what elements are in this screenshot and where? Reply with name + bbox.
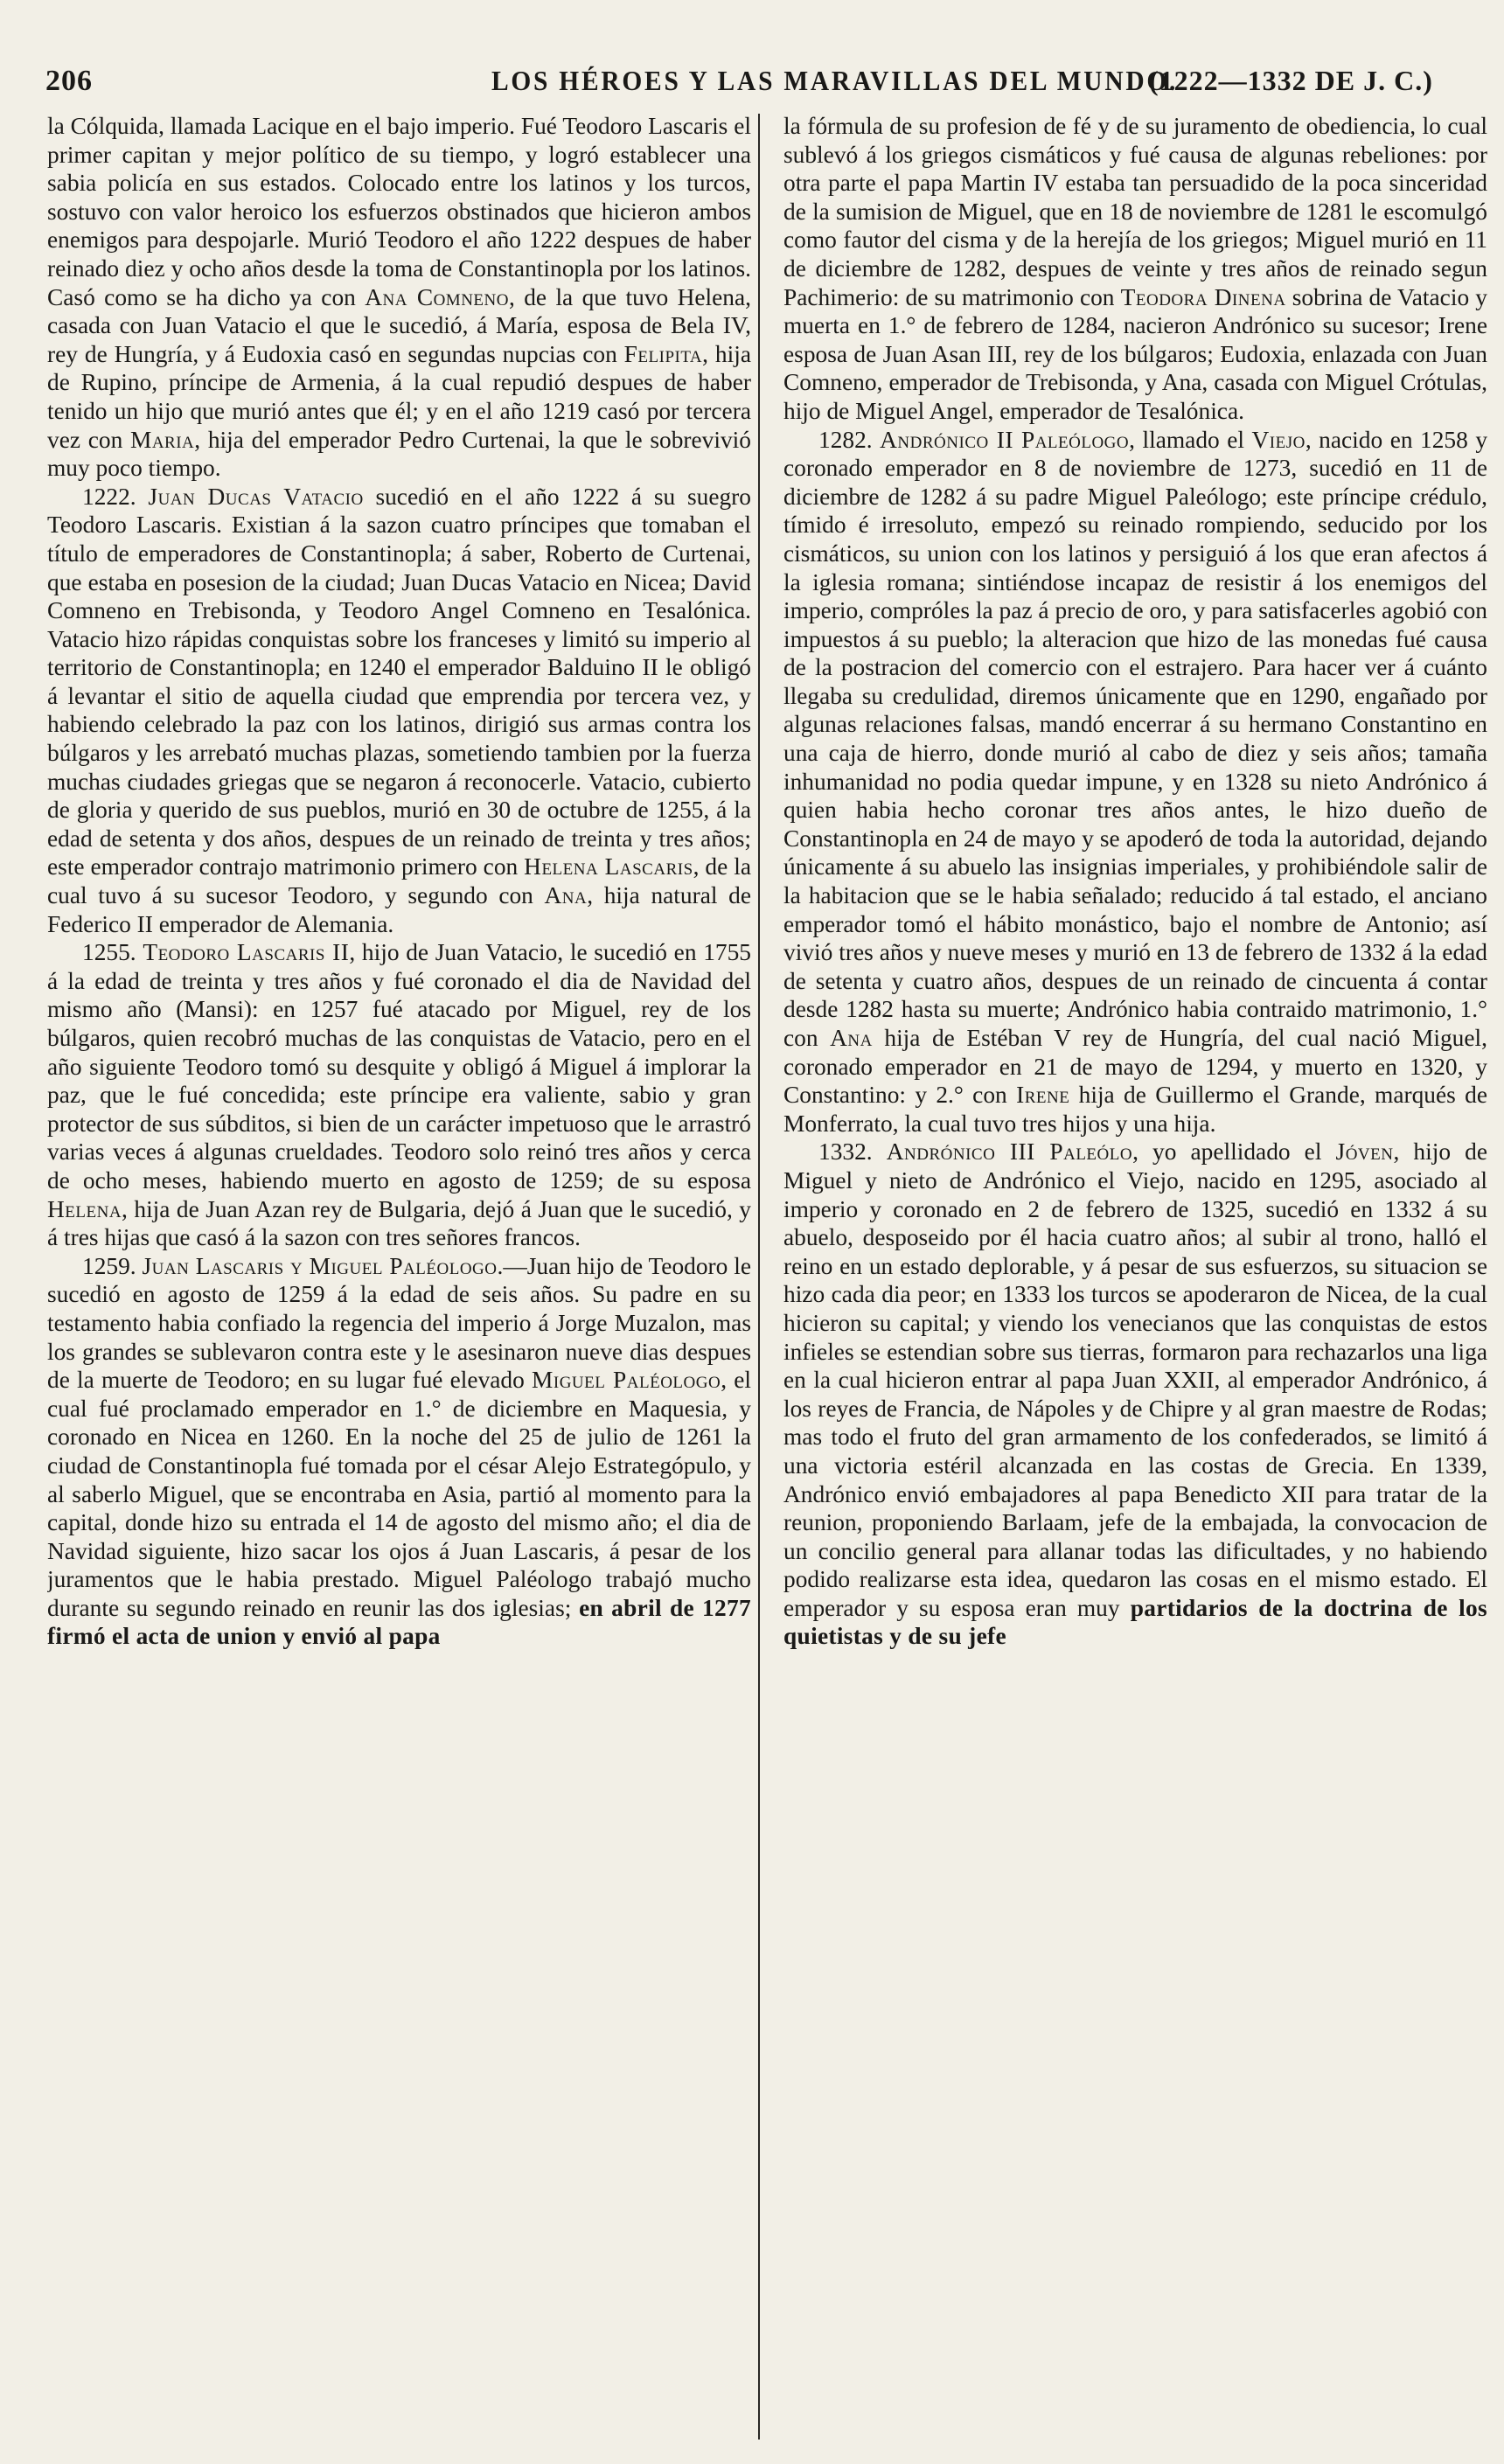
paragraph-1282: 1282. Andrónico II Paleólogo, llamado el Viejo, nacido en 1258 y coronado emperador en 8 de noviembre de 1273, sucedió en 11 de diciembre de 1282 á su padre Miguel Paleólogo; este príncipe crédulo, tímido é irresoluto, empezó su reinado rompiendo, seducido por los cismáticos, su union con los latinos y persiguió á los que eran afectos á la iglesia romana; sintiéndose incapaz de resistir á los enemigos del imperio, compróles la paz á precio de oro, y para satisfacerles agobió con impuestos á su pueblo; la alteracion que hizo de las monedas fué causa de la postracion del comercio con el estrajero. Para hacer ver á cuánto llegaba su credulidad, diremos únicamente que en 1290, engañado por algunas relaciones falsas, mandó encerrar á su hermano Constantino en una caja de hierro, donde murió al cabo de diez y seis años; tamaña inhumanidad no podia quedar impune, y en 1328 su nieto Andrónico á quien habia hecho coronar tres años antes, le hizo dueño de Constantinopla en 24 de mayo y se apoderó de toda la autoridad, dejando únicamente á su abuelo las insignias imperiales, y prohibiéndole salir de la habitacion que se le habia señalado; reducido á tal estado, el anciano emperador tomó el hábito monástico, bajo el nombre de Antonio; así vivió tres años y nueve meses y murió en 13 de febrero de 1332 á la edad de setenta y cuatro años, despues de un reinado de cincuenta á contar desde 1282 hasta su muerte; Andrónico habia contraido matrimonio, 1.° con Ana hija de Estéban V rey de Hungría, del cual nació Miguel, coronado emperador en 21 de mayo de 1294, y muerto en 1320, y Constantino: y 2.° con Irene hija de Guillermo el Grande, marqués de Monferrato, la cual tuvo tres hijos y una hija. [783, 426, 1487, 1137]
name-ana: Ana [544, 882, 588, 909]
name-juan-lascaris-miguel: Juan Lascaris y Miguel Paléologo [142, 1252, 498, 1279]
year-marker: 1255. [82, 939, 136, 966]
name-teodora-dinena: Teodora Dinena [1120, 283, 1286, 310]
name-joven: Jóven [1335, 1138, 1394, 1166]
name-helena-lascaris: Helena Lascaris [524, 853, 693, 880]
name-teodoro-lascaris-ii: Teodoro Lascaris II [143, 939, 350, 966]
name-irene: Irene [1016, 1082, 1070, 1109]
name-andronico-iii: Andrónico III Paleólo [886, 1138, 1133, 1166]
right-column [783, 112, 1487, 2447]
bold-tail-line: partidarios de la doctrina de los quietistas y de su jefe [783, 1594, 1487, 1650]
name-ana: Ana [830, 1025, 873, 1051]
name-andronico-ii: Andrónico II Paleólogo [880, 426, 1130, 453]
bold-tail-line: en abril de 1277 firmó el acta de union y envió al papa [47, 1594, 751, 1650]
running-title: LOS HÉROES Y LAS MARAVILLAS DEL MUNDO. [491, 65, 1179, 96]
paragraph-1259: 1259. Juan Lascaris y Miguel Paléologo.—Juan hijo de Teodoro le sucedió en agosto de 1259 á la edad de seis años. Su padre en su testamento habia confiado la regencia del imperio á Jorge Muzalon, mas los grandes se sublevaron contra este y le asesinaron nueve dias despues de la muerte de Teodoro; en su lugar fué elevado Miguel Paléologo, el cual fué proclamado emperador en 1.° de diciembre en Maquesia, y coronado en Nicea en 1260. En la noche del 25 de julio de 1261 la ciudad de Constantinopla fué tomada por el césar Alejo Estrategópulo, y al saberlo Miguel, que se encontraba en Asia, partió al momento para la capital, donde hizo su entrada el 14 de agosto del mismo año; el dia de Navidad siguiente, hizo sacar los ojos á Juan Lascaris, á pesar de los juramentos que le habia prestado. Miguel Paléologo trabajó mucho durante su segundo reinado en reunir las dos iglesias; en abril de 1277 firmó el acta de union y envió al papa [47, 1252, 751, 1650]
running-header [45, 65, 1471, 105]
year-marker: 1282. [818, 426, 873, 453]
paragraph-1332: 1332. Andrónico III Paleólo, yo apellidado el Jóven, hijo de Miguel y nieto de Andrónico el Viejo, nacido en 1295, asociado al imperio y coronado en 2 de febrero de 1325, sucedió en 1332 á su abuelo, desposeido por él hacia cuatro años; al subir al trono, halló el reino en un estado deplorable, y á pesar de sus esfuerzos, su situacion se hizo cada dia peor; en 1333 los turcos se apoderaron de Nicea, de la cual hicieron su capital; y viendo los venecianos que las conquistas de estos infieles se estendian sobre sus tierras, formaron para rechazarlos una liga en la cual hicieron entrar al papa Juan XXII, al emperador Andrónico, á los reyes de Francia, de Nápoles y de Chipre y al gran maestre de Rodas; mas todo el fruto del gran armamento de los confederados, se limitó á una victoria estéril alcanzada en las costas de Grecia. En 1339, Andrónico envió embajadores al papa Benedicto XII para tratar de la reunion, proponiendo Barlaam, jefe de la embajada, la convocacion de un concilio general para allanar todas las dificultades, y no habiendo podido realizarse esta idea, quedaron las cosas en el mismo estado. El emperador y su esposa eran muy partidarios de la doctrina de los quietistas y de su jefe [783, 1138, 1487, 1650]
paragraph-1255: 1255. Teodoro Lascaris II, hijo de Juan Vatacio, le sucedió en 1755 á la edad de treinta y tres años y fué coronado el dia de Navidad del mismo año (Mansi): en 1257 fué atacado por Miguel, rey de los búlgaros, quien recobró muchas de las conquistas de Vatacio, pero en el año siguiente Teodoro tomó su desquite y obligó á Miguel á implorar la paz, que le fué concedida; este príncipe era valiente, sabio y gran protector de sus súbditos, si bien de un carácter impetuoso que le arrastró varias veces á algunas crueldades. Teodoro solo reinó tres años y cerca de ocho meses, habiendo muerto en agosto de 1259; de su esposa Helena, hija de Juan Azan rey de Bulgaria, dejó á Juan que le sucedió, y á tres hijas que casó á la sazon con tres señores francos. [47, 939, 751, 1251]
left-column [47, 112, 751, 2447]
paragraph-1222: 1222. Juan Ducas Vatacio sucedió en el año 1222 á su suegro Teodoro Lascaris. Existian á la sazon cuatro príncipes que tomaban el título de emperadores de Constantinopla; á saber, Roberto de Curtenai, que estaba en posesion de la ciudad; Juan Ducas Vatacio en Nicea; David Comneno en Trebisonda, y Teodoro Angel Comneno en Tesalónica. Vatacio hizo rápidas conquistas sobre los franceses y limitó su imperio al territorio de Constantinopla; en 1240 el emperador Balduino II le obligó á levantar el sitio de aquella ciudad que emprendia por tercera vez, y habiendo celebrado la paz con los latinos, dirigió sus armas contra los búlgaros y les arrebató muchas plazas, sometiendo tambien por la fuerza muchas ciudades griegas que se negaron á reconocerle. Vatacio, cubierto de gloria y querido de sus pueblos, murió en 30 de octubre de 1255, á la edad de setenta y dos años, despues de un reinado de treinta y tres años; este emperador contrajo matrimonio primero con Helena Lascaris, de la cual tuvo á su sucesor Teodoro, y segundo con Ana, hija natural de Federico II emperador de Alemania. [47, 483, 751, 937]
name-ana-comneno: Ana Comneno [365, 283, 509, 310]
name-felipita: Felipita [623, 340, 703, 367]
year-marker: 1259. [82, 1252, 136, 1279]
name-viejo: Viejo [1251, 426, 1306, 453]
name-maria: Maria [129, 426, 195, 453]
year-marker: 1332. [818, 1138, 873, 1166]
paragraph-miguel-cont: la fórmula de su profesion de fé y de su juramento de obediencia, lo cual sublevó á los griegos cismáticos y fué causa de algunas rebeliones: por otra parte el papa Martin IV estaba tan persuadido de la poca sinceridad de la sumision de Miguel, que en 18 de noviembre de 1281 le escomulgó como fautor del cisma y de la herejía de los griegos; Miguel murió en 11 de diciembre de 1282, despues de veinte y tres años de reinado segun Pachimerio: de su matrimonio con Teodora Dinena sobrina de Vatacio y muerta en 1.° de febrero de 1284, nacieron Andrónico su sucesor; Irene esposa de Juan Asan III, rey de los búlgaros; Eudoxia, enlazada con Juan Comneno, emperador de Trebisonda, y Ana, casada con Miguel Crótulas, hijo de Miguel Angel, emperador de Tesalónica. [783, 113, 1487, 424]
year-marker: 1222. [82, 483, 136, 510]
name-miguel-paleologo: Miguel Paléologo [532, 1367, 721, 1394]
name-helena: Helena [47, 1195, 122, 1222]
name-juan-ducas-vatacio: Juan Ducas Vatacio [148, 483, 364, 510]
paragraph-theodore-lascaris: la Cólquida, llamada Lacique en el bajo imperio. Fué Teodoro Lascaris el primer capitan y mejor político de su tiempo, y logró establecer una sabia policía en sus estados. Colocado entre los latinos y los turcos, sostuvo con valor heroico los esfuerzos obstinados que hicieron ambos enemigos para despojarle. Murió Teodoro el año 1222 despues de haber reinado diez y ocho años desde la toma de Constantinopla por los latinos. Casó como se ha dicho ya con Ana Comneno, de la que tuvo Helena, casada con Juan Vatacio el que le sucedió, á María, esposa de Bela IV, rey de Hungría, y á Eudoxia casó en segundas nupcias con Felipita, hija de Rupino, príncipe de Armenia, á la cual repudió despues de haber tenido un hijo que murió antes que él; y en el año 1219 casó por tercera vez con Maria, hija del emperador Pedro Curtenai, la que le sobrevivió muy poco tiempo. [47, 113, 751, 482]
date-range: (1222—1332 DE J. C.) [1149, 65, 1433, 96]
page-number: 206 [45, 65, 93, 97]
column-divider [758, 114, 760, 2440]
